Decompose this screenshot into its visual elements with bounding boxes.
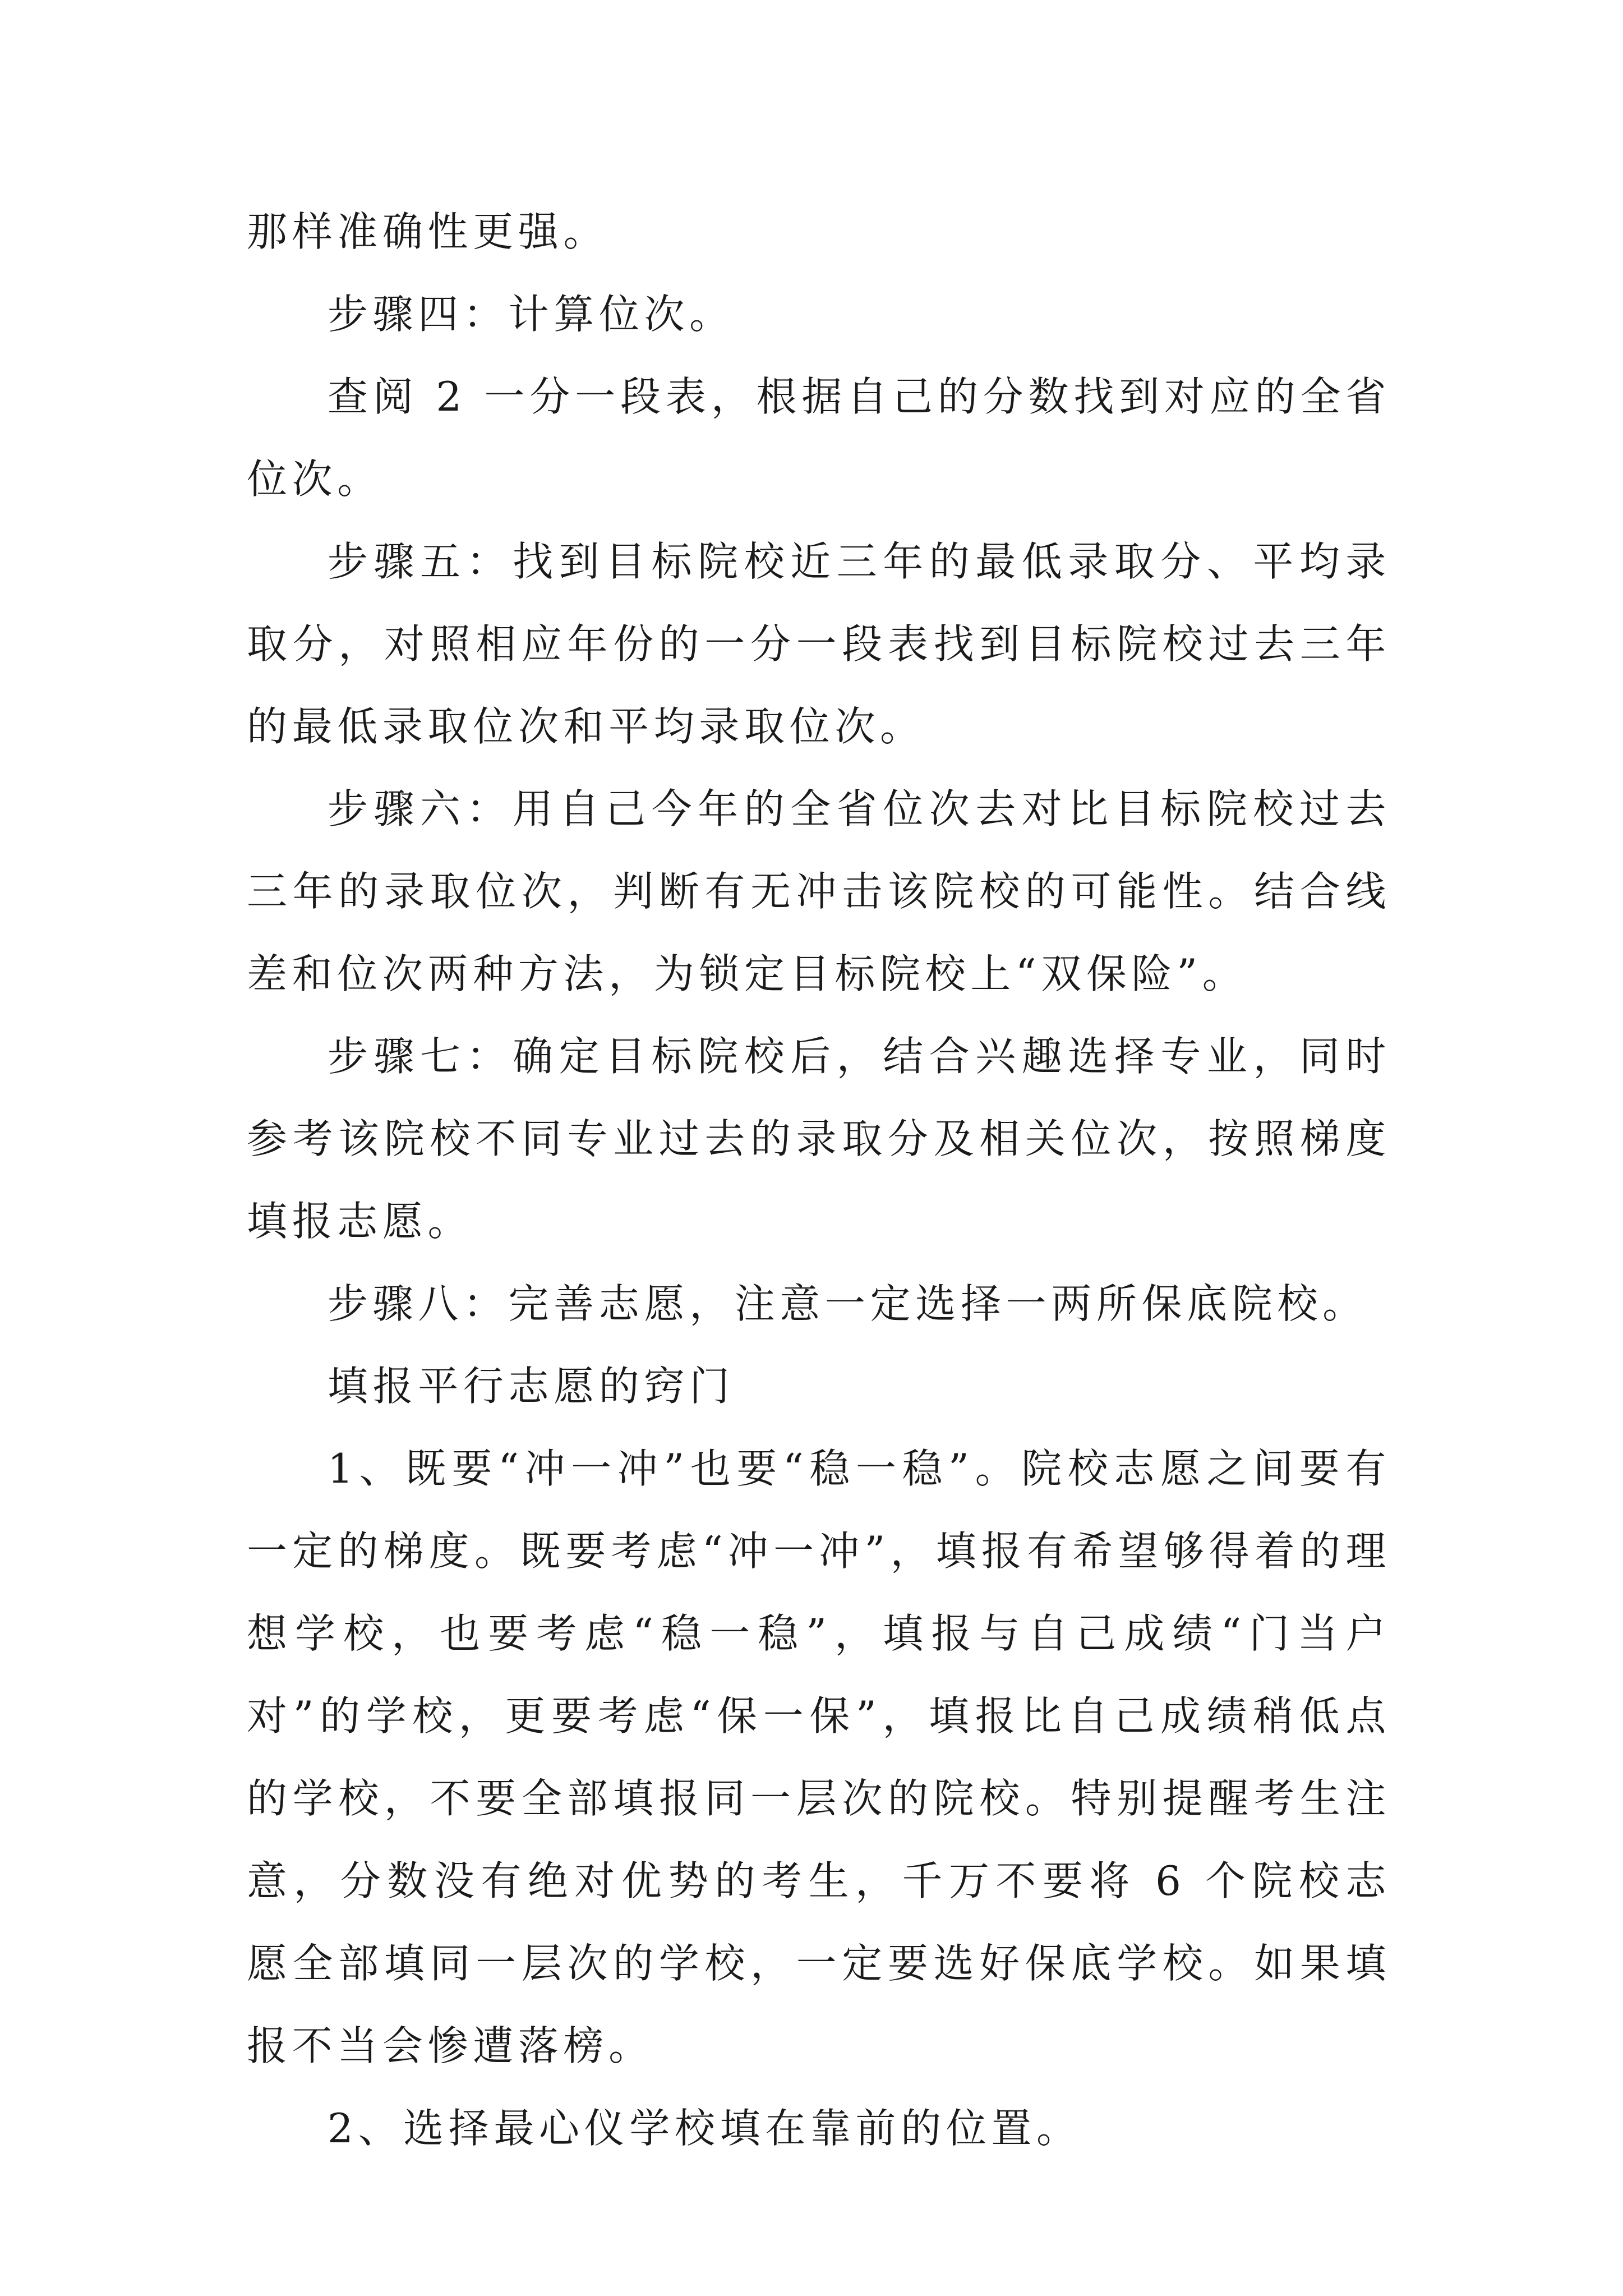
paragraph-step-five: 步骤五：找到目标院校近三年的最低录取分、平均录取分，对照相应年份的一分一段表找到目标院校过去三年的最低录取位次和平均录取位次。 xyxy=(247,538,1391,750)
paragraph-tip-one: 1、既要“冲一冲”也要“稳一稳”。院校志愿之间要有一定的梯度。既要考虑“冲一冲”，填报有希望够得着的理想学校，也要考虑“稳一稳”，填报与自己成绩“门当户对”的学校，更要考虑“保一保”，填报比自己成绩稍低点的学校，不要全部填报同一层次的院校。特别提醒考生注意，分数没有绝对优势的考生，千万不要将 6 个院校志愿全部填同一层次的学校，一定要选好保底学校。如果填报不当会惨遭落榜。 xyxy=(247,1445,1391,2069)
document-body xyxy=(247,191,1391,2170)
paragraph-step-seven: 步骤七：确定目标院校后，结合兴趣选择专业，同时参考该院校不同专业过去的录取分及相关位次，按照梯度填报志愿。 xyxy=(247,1033,1391,1245)
paragraph-continuation: 那样准确性更强。 xyxy=(247,208,609,255)
paragraph-tip-two: 2、选择最心仪学校填在靠前的位置。 xyxy=(328,2105,1082,2152)
paragraph-step-six: 步骤六：用自己今年的全省位次去对比目标院校过去三年的录取位次，判断有无冲击该院校的可能性。结合线差和位次两种方法，为锁定目标院校上“双保险”。 xyxy=(247,785,1391,997)
paragraph-step-eight: 步骤八：完善志愿，注意一定选择一两所保底院校。 xyxy=(328,1280,1368,1327)
paragraph-step-four: 步骤四：计算位次。 xyxy=(328,291,735,338)
section-heading-tips: 填报平行志愿的窍门 xyxy=(328,1363,735,1410)
paragraph-step-four-detail: 查阅 2 一分一段表，根据自己的分数找到对应的全省位次。 xyxy=(247,373,1391,503)
